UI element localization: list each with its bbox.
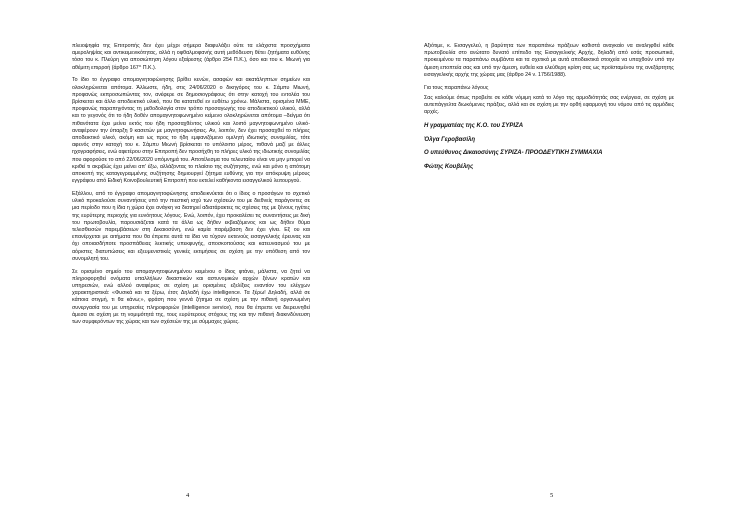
page-4-text-column [72, 43, 310, 332]
paragraph: Σε ορισμένο σημείο του απομαγνητοφωνημένου κειμένου ο ίδιος φτάνει, μάλιστα, να ζητεί να πληροφορηθεί ονόματα υπαλλήλων δικαστικών και αστυνομικών αρχών ξένων κρατών και υπηρεσιών, ενώ αλλού αναφέρεις σε σχέση με ορισμένες εξελίξεις εναντίον του ελέγχων χαρακτηριστικά: «Φυσικά και τα ξέρω, έτσι; Δηλαδή έχω intelligence. Τα ξέρω! Δηλαδή, αλλά σε κάποια στιγμή, τι θα κάνω;», φράση που γεννά ζήτημα σε σχέση με την πιθανή οργανωμένη συνεργασία του με υπηρεσίες πληροφοριών (intelligence service), που θα έπρεπε να διερευνηθεί άμεσα σε σχέση με τη νομιμότητά της, τους ευρύτερους στόχους της και την πιθανή διακινδύνευση των συμφερόντων της χώρας και των σχέσεών της με σύμμαχες χώρες. [72, 268, 310, 326]
paragraph: Αξιότιμε, κ. Εισαγγελεύ, η βαρύτητα των παραπάνω πράξεων καθιστά αναγκαίο να αναληφθεί κάθε πρωτοβουλία στο ανώτατο δυνατό επίπεδο της Εισαγγελικής Αρχής, δηλαδή από εσάς προσωπικά, προκειμένου τα παραπάνω συμβάντα και τα σχετικά με αυτά αποδεικτικά στοιχεία να υπαχθούν υπό την άμεση εποπτεία σας και υπό την άμεση, ευθεία και ελεύθερη κρίση σας ως προϊσταμένου της ανεξάρτητης εισαγγελικής αρχής της χώρας μας (άρθρο 24 ν. 1756/1988). [424, 43, 674, 78]
signature-block [424, 122, 674, 144]
signature-title: Η γραμματέας της Κ.Ο. του ΣΥΡΙΖΑ [424, 123, 524, 130]
page-number: 4 [186, 492, 190, 499]
paragraph: Εξάλλου, από το έγγραφο απομαγνητοφώνησης αποδεικνύεται ότι ο ίδιος ο προσάγων το σχετικό υλικό προκαλούσε συναντήσεις υπό την πιεστική ισχύ των σχέσεών του με διεθνείς παράγοντες σε μια περίοδο που η ίδια η χώρα έχει ανάγκη να διατηρεί αδιατάρακτες τις σχέσεις της με ξένους ηγέτες της ευρύτερης περιοχής για ευνόητους λόγους. Ενώ, λοιπόν, έχει προκαλέσει τις συναντήσεις με δική του πρωτοβουλία, παρουσιάζεται κατά τα άλλα ως δήθεν εκβιαζόμενος και ως δήθεν θύμα τελεσθεισών παρεμβάσεων στη Δικαιοσύνη, ενώ καμία παρέμβαση δεν έχει γίνει. Εξ ου και επανέρχεται με αιτήματα που θα έπρεπε αυτά τα ίδια να τύχουν εκτενούς εισαγγελικής έρευνας και όχι οποιασδήποτε προσπάθειας λεκτικής υπεκφυγής, αποσκοπούσας και κατευνασμού του με αόριστες διατυπώσεις και εξευμενιστικές γενικές εκτιμήσεις σε σχέση με την υπόθεση από τον συνομιλητή του. [72, 191, 310, 262]
paragraph: πλειοψηφία της Επιτροπής δεν έχει μέχρι σήμερα διαφυλάξει ούτε τα ελάχιστα προσχήματα αμεροληψίας και αντικειμενικότητας, αλλά η οφθαλμοφανής αυτή μεθόδευση θέτει ζητήματα ευθύνης τόσο του κ. Πλεύρη για αποσιώπηση λόγου εξαίρεσης (άρθρο 254 Π.Κ.), όσο και του κ. Μιωνή για αθέμιτη επιρροή (άρθρο 167^ Π.Κ.). [72, 43, 310, 71]
signature-block [424, 149, 674, 171]
paragraph: Το ίδιο το έγγραφο απομαγνητοφώνησης βρίθει κενών, ασαφών και ακατάληπτων σημείων και ολοκληρώνεται απότομα. Άλλωστε, ήδη, στις 24/06/2020 ο δικηγόρος του κ. Σάμπυ Μιωνή, προφανώς εκπροσωπώντας τον, ανέφερε σε δημοσιογράφους ότι στην κατοχή του εντολέα του βρίσκεται και άλλο αποδεικτικό υλικό, που θα κατατεθεί εν ευθέτω χρόνω. Μάλιστα, ορισμένα ΜΜΕ, προφανώς παραπηγόντας τη μεθοδολογία στον τρόπο προσαγωγής του αποδεικτικού υλικού, αλλά και το γεγονός ότι το ήδη δοθέν απομαγνητοφωνημένο κείμενο ολοκληρώνεται απότομα –δείγμα ότι πιθανότατα έχει μείνει εκτός του ήδη προσαχθέντος υλικού και λοιπό μαγνητοφωνημένο υλικό- αναφέρουν την ύπαρξη 9 κασετών με μαγνητοφωνήσεις. Αν, λοιπόν, δεν έχει προσαχθεί το πλήρες αποδεικτικό υλικό, ακόμη και ως προς το ήδη εμφανιζόμενο ομιλητή ιδιωτικής συνομιλίας, τότε αφενός στην κατοχή του κ. Σάμπυ Μιωνή βρίσκεται το υπόλοιπο μέρος, πιθανά μαζί με άλλες ηχογραφήσεις, ενώ αφετέρου στην Επιτροπή δεν προσήχθη το πλήρες υλικό της ιδιωτικής συνομιλίας που αφορούσε το από 22/06/2020 υπόμνημά του. Αποτέλεσμα του τελευταίου είναι να μην μπορεί να κριθεί τι ακριβώς έχει μείνει απ' έξω, αλλάζοντας το πλαίσιο της συζήτησης, ενώ και μόνο η απότομη αποκοπή της καταγεγραμμένης συζήτησης δημιουργεί ζήτημα ευθύνης για την απόκρυψη μέρους εγγράφου από Ειδική Κοινοβουλευτική Επιτροπή που εκτελεί καθήκοντα εισαγγελικού λειτουργού. [72, 77, 310, 185]
page-5 [370, 0, 740, 523]
signature-name: Όλγα Γεροβασίλη [424, 136, 476, 143]
paragraph: Για τους παραπάνω λόγους [424, 84, 489, 91]
paragraph: Σας καλούμε όπως προβείτε σε κάθε νόμιμη κατά το λόγο της αρμοδιότητάς σας ενέργεια, σε σχέση με αυτεπάγγελτα διωκόμενες πράξεις, αλλά και σε σχέση με την ορθή εφαρμογή του νόμου από τις αρμόδιες αρχές. [424, 94, 674, 116]
signature-name: Φώτης Κουβέλης [424, 163, 474, 170]
page-number: 5 [550, 492, 554, 499]
page-5-text-column [424, 43, 674, 176]
signature-title: Ο υπεύθυνος Δικαιοσύνης ΣΥΡΙΖΑ- ΠΡΟΟΔΕΥΤΙΚΗ ΣΥΜΜΑΧΙΑ [424, 150, 603, 157]
